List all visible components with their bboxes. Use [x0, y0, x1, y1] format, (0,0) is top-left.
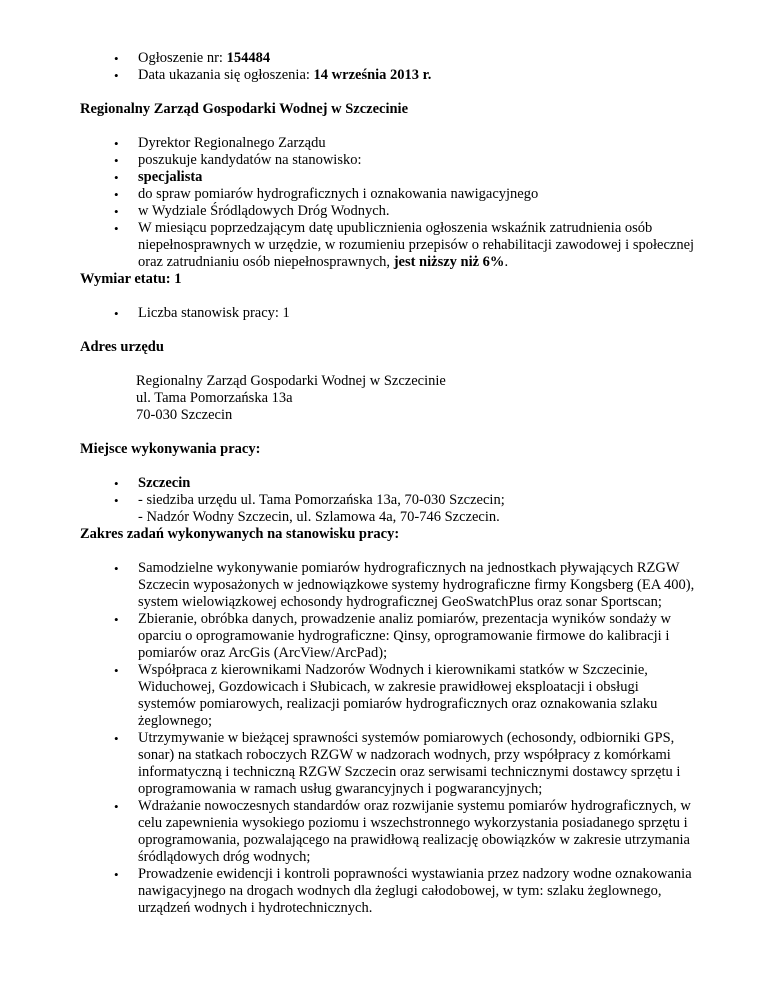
list-item — [80, 220, 700, 271]
duties-heading: Zakres zadań wykonywanych na stanowisku pracy: — [80, 526, 400, 542]
list-item: • Wdrażanie nowoczesnych standardów oraz rozwijanie systemu pomiarów hydrograficznych, w celu zapewnienia wysokiego poziomu i wszechstronnego wykorzystania posiadanego sprzętu i oprogramowania, pozwalającego na prawidłową realizację obowiązków w zakresie utrzymania śródlądowych dróg wodnych; — [80, 798, 700, 866]
list-item — [80, 492, 700, 526]
list-item: • Współpraca z kierownikami Nadzorów Wodnych i kierownikami statków w Szczecinie, Widuchowej, Gozdowicach i Słubicach, w zakresie prawidłowej eksploatacji i obsługi systemów pomiarowych, realizacji pomiarów hydrograficznych oraz oznakowania szlaku żeglownego; — [80, 662, 700, 730]
list-item: • Samodzielne wykonywanie pomiarów hydrograficznych na jednostkach pływających RZGW Szczecin wyposażonych w jednowiązkowe systemy hydrograficzne firmy Kongsberg (EA 400), system wielowiązkowej echosondy hydrograficznej GeoSwatchPlus oraz sonar Sportscan; — [80, 560, 700, 611]
address-block — [136, 373, 446, 424]
list-item: • poszukuje kandydatów na stanowisko: — [80, 152, 700, 169]
list-item: • Utrzymywanie w bieżącej sprawności systemów pomiarowych (echosondy, odbiorniki GPS, sonar) na statkach roboczych RZGW w nadzorach wodnych, przy współpracy z komórkami informatyczną i techniczną RZGW Szczecin oraz serwisami technicznymi dostawcy sprzętu i oprogramowania w ramach usług gwarancyjnych i pogwarancyjnych; — [80, 730, 700, 798]
duties-list — [80, 560, 700, 917]
announcement-number: 154484 — [226, 50, 271, 66]
etat-list — [80, 305, 700, 322]
list-item — [80, 169, 700, 186]
address-line: ul. Tama Pomorzańska 13a — [136, 390, 293, 406]
workplace-detail: • - siedziba urzędu ul. Tama Pomorzańska 13a, 70-030 Szczecin; — [138, 492, 505, 508]
list-item: • Prowadzenie ewidencji i kontroli poprawności wystawiania przez nadzory wodne oznakowania nawigacyjnego na drogach wodnych dla żeglugi całodobowej, w tym: szlaku żeglownego, urządzeń wodnych i hydrotechnicznych. — [80, 866, 700, 917]
workplace-detail: - Nadzór Wodny Szczecin, ul. Szlamowa 4a, 70-746 Szczecin. — [138, 509, 500, 525]
address-line: 70-030 Szczecin — [136, 407, 233, 423]
list-item: • Dyrektor Regionalnego Zarządu — [80, 135, 700, 152]
list-item: • Liczba stanowisk pracy: 1 — [80, 305, 700, 322]
workplace-list — [80, 475, 700, 526]
list-item: • do spraw pomiarów hydrograficznych i oznakowania nawigacyjnego — [80, 186, 700, 203]
employment-index-text: W miesiącu poprzedzającym datę upublicznienia ogłoszenia wskaźnik zatrudnienia osób niepełnosprawnych w urzędzie, w rozumieniu przepisów o rehabilitacji zawodowej i społecznej oraz zatrudnianiu osób niepełnosprawnych, — [138, 220, 695, 270]
address-heading: Adres urzędu — [80, 339, 164, 355]
workplace-city: Szczecin — [138, 475, 191, 491]
list-item — [80, 475, 700, 492]
announcement-meta-list — [80, 50, 700, 84]
workplace-heading: Miejsce wykonywania pracy: — [80, 441, 261, 457]
list-item: • Zbieranie, obróbka danych, prowadzenie analiz pomiarów, prezentacja wyników sondaży w oparciu o oprogramowanie hydrograficzne: Qinsy, oprogramowanie firmowe do kalibracji i pomiarów oraz ArcGis (ArcView/ArcPad); — [80, 611, 700, 662]
date-value: 14 września 2013 r. — [313, 67, 432, 83]
address-line: Regionalny Zarząd Gospodarki Wodnej w Szczecinie — [136, 373, 446, 389]
position-title: specjalista — [138, 169, 203, 185]
office-title: Regionalny Zarząd Gospodarki Wodnej w Szczecinie — [80, 101, 409, 117]
date-label: Data ukazania się ogłoszenia: — [138, 67, 314, 83]
list-item: • w Wydziale Śródlądowych Dróg Wodnych. — [80, 203, 700, 220]
position-list — [80, 135, 700, 271]
etat-heading: Wymiar etatu: 1 — [80, 271, 182, 287]
employment-index-end: . — [504, 254, 509, 270]
list-item — [80, 67, 700, 84]
announcement-label: Ogłoszenie nr: — [138, 50, 227, 66]
employment-index-bold: jest niższy niż 6% — [393, 254, 505, 270]
list-item — [80, 50, 700, 67]
